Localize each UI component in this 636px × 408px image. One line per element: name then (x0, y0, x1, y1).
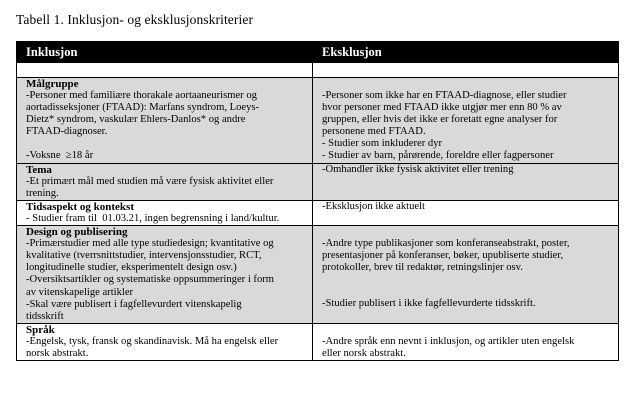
inclusion-text: trening. (26, 187, 59, 199)
spacer-cell (17, 63, 313, 78)
inclusion-text (26, 138, 309, 150)
inclusion-cell (17, 200, 313, 225)
inclusion-text: av vitenskapelige artikler (26, 286, 134, 298)
inclusion-text: norsk abstrakt. (26, 347, 89, 359)
exclusion-cell (313, 78, 619, 164)
spacer-cell (313, 63, 619, 78)
inclusion-text: longitudinelle studier, eksperimentelt design osv.) (26, 262, 237, 274)
exclusion-text: -Omhandler ikke fysisk aktivitet eller trening (322, 163, 514, 175)
inclusion-cell (17, 163, 313, 200)
inclusion-text: -Skal være publisert i fagfellevurdert vitenskapelig (26, 298, 242, 310)
table-caption: Tabell 1. Inklusjon- og eksklusjonskriterier (16, 12, 254, 27)
exclusion-text (322, 226, 615, 238)
exclusion-text: -Studier publisert i ikke fagfellevurderte tidsskrift. (322, 298, 536, 310)
exclusion-text: protokoller, brev til redaktør, retningslinjer osv. (322, 262, 523, 274)
exclusion-cell (313, 323, 619, 360)
exclusion-cell (313, 226, 619, 324)
inclusion-text: tidsskrift (26, 310, 64, 322)
section-row (17, 200, 619, 225)
section-title: Språk (26, 323, 55, 336)
exclusion-text: -Andre type publikasjoner som konferanseabstrakt, poster, (322, 238, 570, 250)
inclusion-text: aortadisseksjoner (FTAAD): Marfans syndrom, Loeys- (26, 102, 260, 114)
inclusion-text: - Studier fram til 01.03.21, ingen begrensning i land/kultur. (26, 212, 280, 224)
inclusion-text: Dietz* syndrom, vaskulær Ehlers-Danlos* og andre (26, 114, 246, 126)
exclusion-text: eller norsk abstrakt. (322, 347, 406, 359)
inclusion-text: -Primærstudier med alle type studiedesign; kvantitative og (26, 238, 274, 250)
exclusion-header: Eksklusjon (313, 42, 619, 63)
section-title: Målgruppe (26, 78, 79, 90)
exclusion-text: -Eksklusjon ikke aktuelt (322, 200, 425, 212)
section-row (17, 226, 619, 324)
inclusion-cell (17, 78, 313, 164)
inclusion-header: Inklusjon (17, 42, 313, 63)
inclusion-text: -Personer med familiære thorakale aortaaneurismer og (26, 90, 257, 102)
exclusion-text: - Studier som inkluderer dyr (322, 138, 443, 150)
exclusion-text: -Andre språk enn nevnt i inklusjon, og artikler uten engelsk (322, 335, 575, 347)
inclusion-cell (17, 323, 313, 360)
section-row (17, 163, 619, 200)
inclusion-text: FTAAD-diagnoser. (26, 126, 108, 138)
exclusion-text (322, 286, 615, 298)
section-row (17, 78, 619, 164)
exclusion-text: presentasjoner på konferanser, bøker, upubliserte studier, (322, 250, 564, 262)
section-title: Tema (26, 163, 52, 176)
exclusion-text: -Personer som ikke har en FTAAD-diagnose, eller studier (322, 90, 567, 101)
exclusion-cell (313, 200, 619, 225)
exclusion-text: personene med FTAAD. (322, 126, 426, 138)
inclusion-text: -Engelsk, tysk, fransk og skandinavisk. Må ha engelsk eller (26, 335, 279, 347)
exclusion-text (322, 274, 615, 286)
criteria-table (16, 41, 619, 361)
inclusion-text: kvalitative (tverrsnittstudier, intervensjonsstudier, RCT, (26, 250, 262, 262)
exclusion-cell (313, 163, 619, 200)
section-title: Design og publisering (26, 226, 128, 239)
exclusion-text (322, 324, 615, 336)
inclusion-cell (17, 226, 313, 324)
inclusion-text: -Voksne ≥18 år (26, 150, 94, 162)
spacer-row (17, 63, 619, 78)
exclusion-text: gruppen, eller hvis det ikke er foretatt egne analyser for (322, 114, 558, 126)
section-row (17, 323, 619, 360)
inclusion-text: -Oversiktsartikler og systematiske oppsummeringer i form (26, 274, 275, 286)
section-title: Tidsaspekt og kontekst (26, 200, 134, 213)
exclusion-text (322, 78, 615, 90)
exclusion-text: - Studier av barn, pårørende, foreldre eller fagpersoner (322, 150, 554, 162)
header-row (17, 42, 619, 63)
inclusion-text: -Et primært mål med studien må være fysisk aktivitet eller (26, 175, 274, 187)
exclusion-text: hvor personer med FTAAD ikke utgjør mer enn 80 % av (322, 102, 562, 114)
